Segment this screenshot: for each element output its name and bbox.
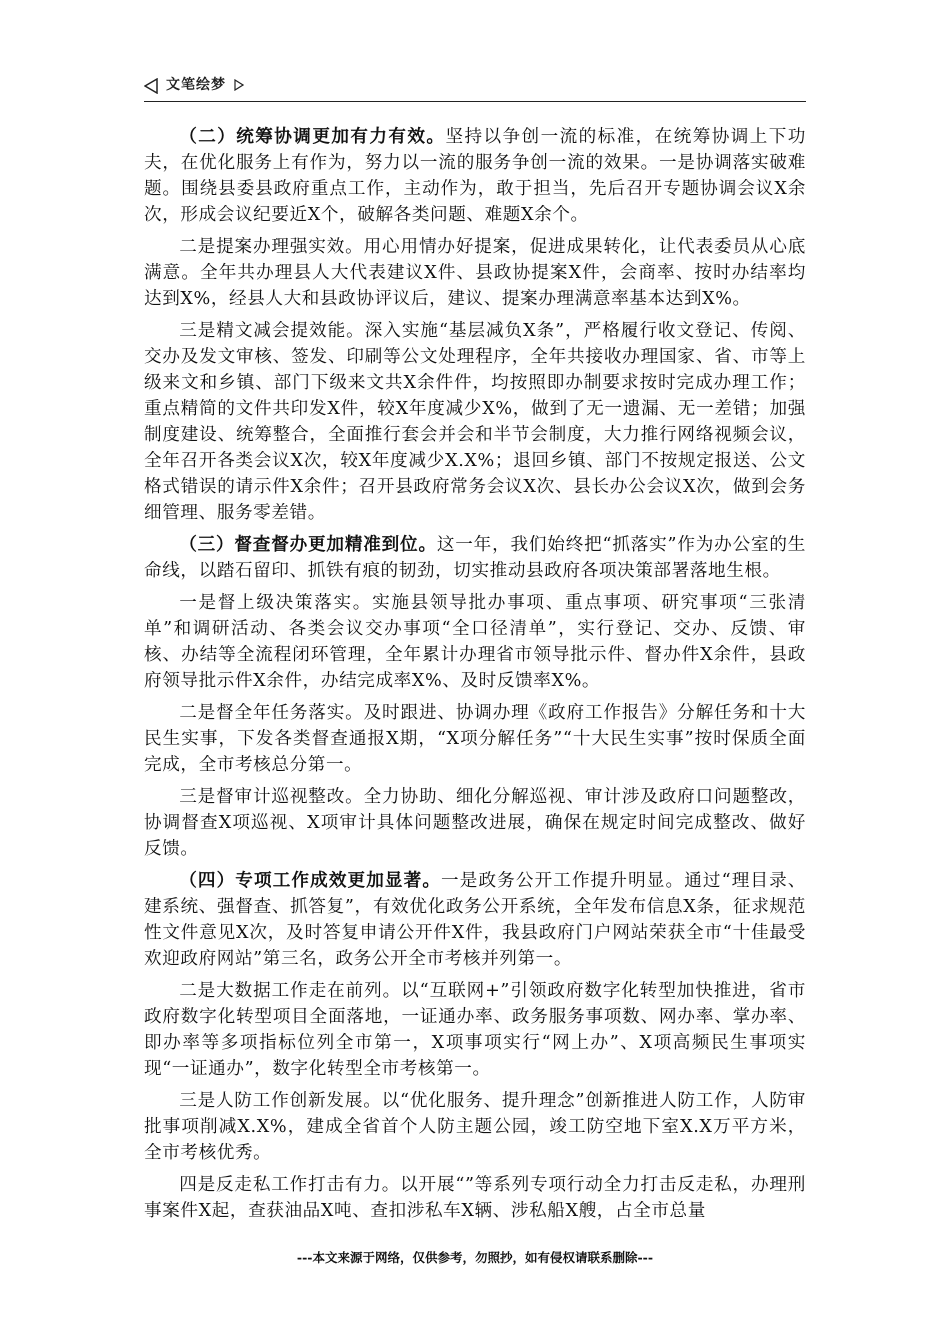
paragraph-text: 三是督审计巡视整改。全力协助、细化分解巡视、审计涉及政府口问题整改，协调督查X项巡视、X项审计具体问题整改进展，确保在规定时间完成整改、做好反馈。 bbox=[144, 787, 806, 859]
paragraph-text: 三是人防工作创新发展。以“优化服务、提升理念”创新推进人防工作，人防审批事项削减X.X%，建成全省首个人防主题公园，竣工防空地下室X.X万平方米，全市考核优秀。 bbox=[144, 1091, 806, 1163]
paragraph-text: 一是政务公开工作提升明显。通过“理目录、建系统、强督查、抓答复”，有效优化政务公开系统，全年发布信息X条，征求规范性文件意见X次，及时答复申请公开件X件，我县政府门户网站荣获全市“十佳最受欢迎政府网站”第三名，政务公开全市考核并列第一。 bbox=[144, 871, 807, 969]
paragraph-text: 二是大数据工作走在前列。以“互联网+”引领政府数字化转型加快推进，省市政府数字化转型项目全面落地，一证通办率、政务服务事项数、网办率、掌办率、即办率等多项指标位列全市第一，X项事项实行“网上办”、X项高频民生事项实现“一证通办”，数字化转型全市考核第一。 bbox=[144, 981, 806, 1079]
document-body bbox=[144, 124, 806, 1230]
paragraph bbox=[144, 1172, 806, 1224]
triangle-right-icon bbox=[234, 76, 244, 95]
paragraph-text: 二是督全年任务落实。及时跟进、协调办理《政府工作报告》分解任务和十大民生实事，下发各类督查通报X期，“X项分解任务”“十大民生实事”按时保质全面完成，全市考核总分第一。 bbox=[144, 703, 806, 775]
page-header bbox=[144, 74, 806, 96]
paragraph-text: 这一年，我们始终把“抓落实”作为办公室的生命线，以踏石留印、抓铁有痕的韧劲，切实推动县政府各项决策部署落地生根。 bbox=[144, 535, 806, 581]
paragraph-text: 一是督上级决策落实。实施县领导批办事项、重点事项、研究事项“三张清单”和调研活动、各类会议交办事项“全口径清单”，实行登记、交办、反馈、审核、办结等全流程闭环管理，全年累计办理省市领导批示件、督办件X余件，县政府领导批示件X余件，办结完成率X%、及时反馈率X%。 bbox=[144, 593, 806, 691]
triangle-left-icon bbox=[144, 78, 158, 98]
paragraph bbox=[144, 700, 806, 778]
brand-title: 文笔绘梦 bbox=[166, 77, 226, 93]
section-heading: （三）督查督办更加精准到位。 bbox=[179, 535, 437, 555]
paragraph-text: 三是精文减会提效能。深入实施“基层减负X条”，严格履行收文登记、传阅、交办及发文审核、签发、印刷等公文处理程序，全年共接收办理国家、省、市等上级来文和乡镇、部门下级来文共X余件件，均按照即办制要求按时完成办理工作；重点精简的文件共印发X件，较X年度减少X%，做到了无一遗漏、无一差错；加强制度建设、统筹整合，全面推行套会并会和半节会制度，大力推行网络视频会议，全年召开各类会议X次，较X年度减少X.X%；退回乡镇、部门不按规定报送、公文格式错误的请示件X余件；召开县政府常务会议X次、县长办公会议X次，做到会务细管理、服务零差错。 bbox=[144, 321, 806, 523]
paragraph bbox=[144, 532, 806, 584]
paragraph-text: 坚持以争创一流的标准，在统筹协调上下功夫，在优化服务上有作为，努力以一流的服务争创一流的效果。一是协调落实破难题。围绕县委县政府重点工作，主动作为，敢于担当，先后召开专题协调会议X余次，形成会议纪要近X个，破解各类问题、难题X余个。 bbox=[144, 127, 807, 225]
paragraph bbox=[144, 318, 806, 526]
section-heading: （二）统筹协调更加有力有效。 bbox=[179, 127, 446, 147]
paragraph-text: 二是提案办理强实效。用心用情办好提案，促进成果转化，让代表委员从心底满意。全年共办理县人大代表建议X件、县政协提案X件，会商率、按时办结率均达到X%，经县人大和县政协评议后，建议、提案办理满意率基本达到X%。 bbox=[144, 237, 806, 309]
paragraph bbox=[144, 868, 806, 972]
section-heading: （四）专项工作成效更加显著。 bbox=[179, 871, 442, 891]
header-rule bbox=[144, 101, 806, 102]
footer-notice: ---本文来源于网络，仅供参考，勿照抄，如有侵权请联系删除--- bbox=[296, 1250, 654, 1265]
paragraph bbox=[144, 784, 806, 862]
paragraph bbox=[144, 1088, 806, 1166]
paragraph bbox=[144, 234, 806, 312]
paragraph-text: 四是反走私工作打击有力。以开展“”等系列专项行动全力打击反走私，办理刑事案件X起，查获油品X吨、查扣涉私车X辆、涉私船X艘，占全市总量 bbox=[144, 1175, 806, 1221]
paragraph bbox=[144, 124, 806, 228]
paragraph bbox=[144, 590, 806, 694]
paragraph bbox=[144, 978, 806, 1082]
